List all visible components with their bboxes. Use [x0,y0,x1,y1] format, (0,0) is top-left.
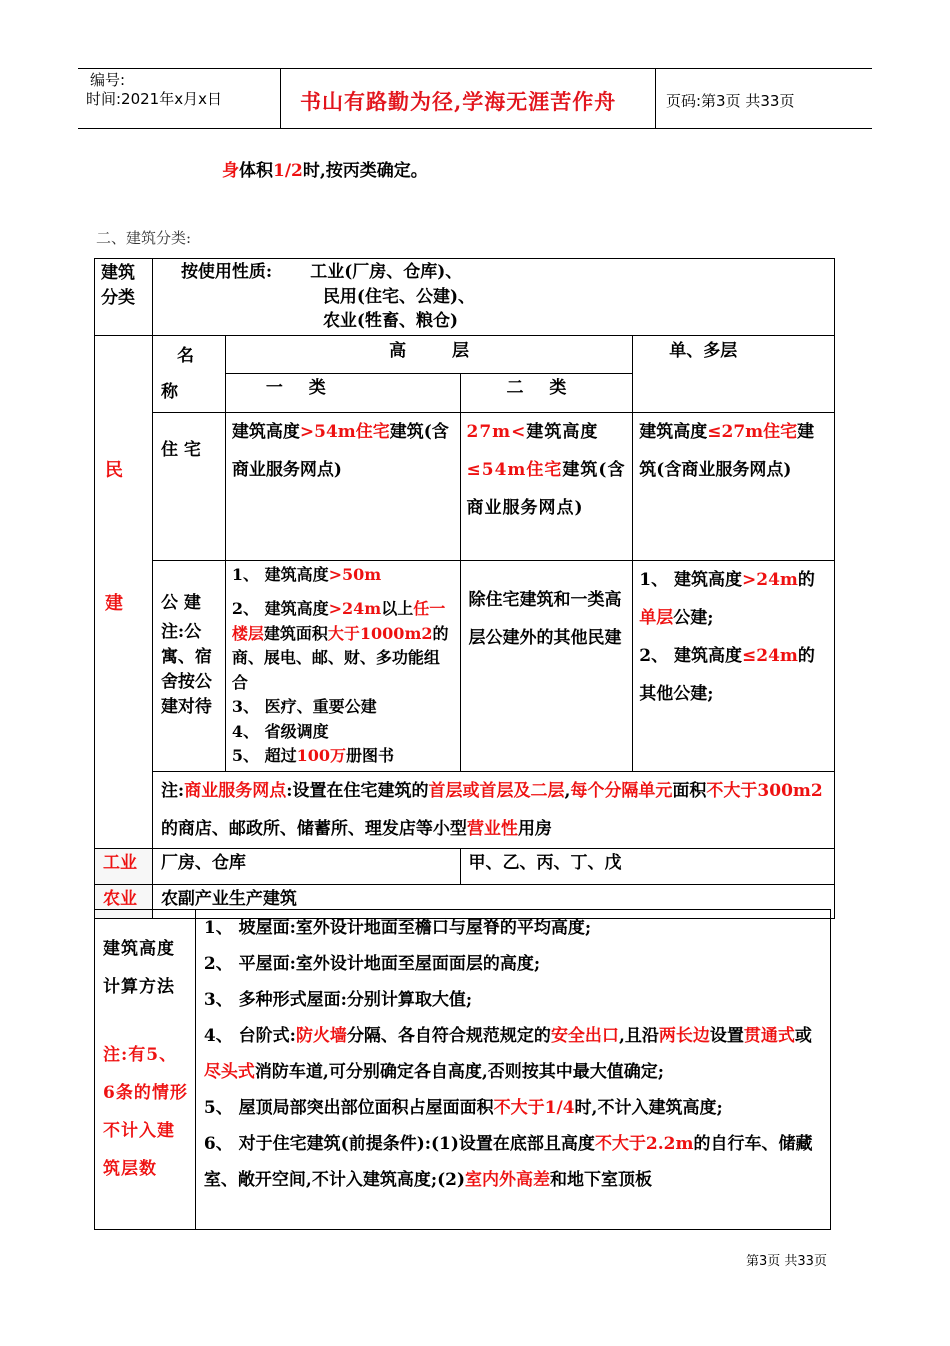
note-c: :设置在住宅建筑的 [286,780,429,801]
m6-c: 的自行车、储藏室、敞开空间,不计入建筑高度;(2) [203,1134,813,1190]
residential-label: 住 宅 [152,412,225,560]
section-title: 二、建筑分类: [96,229,192,247]
height-method-left [95,910,196,1230]
m4-j: 尽头式 [203,1062,255,1082]
industry-buildings: 厂房、仓库 [152,848,460,884]
m4-b: 防火墙 [295,1026,347,1046]
res-c2-c: ≤54m住宅 [466,459,563,480]
res-c3-b: ≤27m住宅 [707,421,798,442]
res-single-multi-cell [633,412,835,560]
res-c2-d: 建筑(含商业服务网点) [466,459,626,518]
pub-c1-i2f: 大于1000m2 [327,623,433,643]
pub-c1-i1a: 1、 建筑高度 [231,564,329,584]
m5-c: 时,不计入建筑高度; [574,1098,723,1118]
header-top-rule [78,68,872,69]
m4-d: 安全出口 [550,1026,619,1046]
name-bottom: 称 [160,381,178,402]
high-rise-header: 高 层 [225,335,632,374]
height-method-note: 注:有5、6条的情形不计入建筑层数 [103,1045,188,1179]
res-c3-a: 建筑高度 [639,421,708,442]
res-c1-c: 建筑(含商业服务网点) [231,421,449,480]
m4-a: 4、 台阶式: [203,1026,296,1046]
m4-k: 消防车道,可分别确定各自高度,否则按其中最大值确定; [254,1062,665,1082]
agri-buildings: 农副产业生产建筑 [152,884,834,918]
pub-c3-i1d: 单层 [639,607,674,628]
carry-text-1: 身 [222,161,239,181]
note-h: 不大于300m2 [706,780,823,801]
res-c1-b: >54m住宅 [299,421,390,442]
res-class1-cell [225,412,460,560]
carry-over-line [222,156,428,181]
pub-c1-i2a: 2、 建筑高度 [231,599,329,618]
industry-classes: 甲、乙、丙、丁、戊 [460,848,834,884]
res-c3-c: 建筑(含商业服务网点) [639,421,815,480]
note-f: 每个分隔单元 [570,780,673,801]
m6-a: 6、 对于住宅建筑(前提条件):(1)设置在底部且高度 [203,1134,595,1154]
m6-e: 和地下室顶板 [550,1170,653,1190]
pub-c1-i2b: >24m [328,599,382,618]
carry-text-4: 时,按丙类确定。 [302,161,428,181]
note-b: 商业服务网点 [184,780,287,801]
res-c1-a: 建筑高度 [231,421,300,442]
pub-c3-i2b: ≤24m [742,645,798,666]
m4-i: 或 [794,1026,812,1046]
method-item-4 [204,1018,824,1090]
res-c2-a: 27m< [466,421,527,442]
class2-header: 二 类 [460,374,633,413]
usage-nature-cell [152,259,834,336]
pub-c1-i3: 3、 医疗、重要公建 [231,697,377,716]
pub-class1-cell [225,560,460,771]
height-method-table [94,909,831,1230]
commercial-note-cell [152,771,834,848]
pub-c1-i2e: 建筑面积 [263,623,328,643]
usage-agri: 农业(牲畜、粮仓) [322,311,459,331]
pub-c1-i2d: 任一楼层 [231,599,446,643]
method-item-1: 1、 坡屋面:室外设计地面至檐口与屋脊的平均高度; [203,918,592,938]
pub-c3-i1b: >24m [742,569,798,590]
civil-label-cell [95,335,153,848]
res-class2-cell [460,412,633,560]
footer-page-number: 第3页 共33页 [746,1254,827,1269]
class1-header: 一 类 [225,374,460,413]
row-head-classification: 建筑分类 [95,259,153,336]
m5-a: 5、 屋顶局部突出部位面积占屋面面积 [203,1098,494,1118]
method-item-3: 3、 多种形式屋面:分别计算取大值; [203,990,473,1010]
m6-b: 不大于2.2m [594,1134,694,1154]
m6-d: 室内外高差 [465,1170,551,1190]
pub-c3-i2a: 2、 建筑高度 [639,645,743,666]
time-label: 时间:2021年x月x日 [86,90,222,108]
pub-single-multi-cell [633,560,835,771]
header-bottom-rule [78,128,872,129]
pub-c1-i2c: 以上 [381,599,414,618]
note-a: 注: [160,780,185,801]
pub-c1-i5c: 册图书 [346,746,395,765]
classification-table [94,258,835,919]
header-motto: 书山有路勤为径,学海无涯苦作舟 [300,89,617,114]
public-label: 公 建 [160,592,201,613]
m4-f: 两长边 [658,1026,710,1046]
note-e: , [564,780,571,801]
m4-e: ,且沿 [618,1026,659,1046]
method-item-2: 2、 平屋面:室外设计地面至屋面面层的高度; [203,954,541,974]
usage-industry: 工业(厂房、仓库)、 [310,262,463,282]
pub-c1-i2g: 的商、展电、邮、财、多功能组合 [231,623,449,692]
note-i: 的商店、邮政所、储蓄所、理发店等小型 [160,818,467,839]
res-c2-b: 建筑高度 [526,421,599,442]
m4-c: 分隔、各自符合规范规定的 [346,1026,551,1046]
pub-c3-i1e: 公建; [673,607,714,628]
public-label-cell [152,560,225,771]
carry-text-2: 体积 [239,161,273,181]
header-divider-2 [655,68,656,128]
height-method-items [195,910,830,1230]
note-j: 营业性 [466,818,518,839]
name-top: 名 [176,345,194,366]
pub-c3-i2c: 的其他公建; [639,645,815,704]
pub-c1-i5a: 5、 超过 [231,746,297,765]
header-divider-1 [280,68,281,128]
agri-label: 农业 [95,884,153,918]
public-note: 注:公寓、宿舍按公建对待 [160,621,212,717]
pub-c3-i1a: 1、 建筑高度 [639,569,743,590]
m4-g: 设置 [709,1026,744,1046]
note-k: 用房 [517,818,552,839]
pub-c1-i4: 4、 省级调度 [231,721,329,741]
pub-c1-i1b: >50m [328,564,382,584]
height-method-title: 建筑高度计算方法 [103,939,175,997]
carry-text-3: 1/2 [273,161,303,181]
serial-label: 编号: [90,71,126,89]
usage-nature-label: 按使用性质: [180,262,273,282]
note-d: 首层或首层及二层 [428,780,565,801]
pub-c3-i1c: 的 [797,569,815,590]
method-item-6 [204,1126,824,1198]
civil-label-jian: 建 [105,592,123,614]
header-page-label: 页码:第3页 共33页 [666,92,795,110]
name-header [152,335,225,412]
civil-label-min: 民 [105,459,123,481]
m5-b: 不大于1/4 [493,1098,575,1118]
pub-c1-i5b: 100万 [296,746,346,765]
industry-label: 工业 [95,848,153,884]
m4-h: 贯通式 [743,1026,795,1046]
pub-class2-cell: 除住宅建筑和一类高层公建外的其他民建 [460,560,633,771]
usage-civil: 民用(住宅、公建)、 [322,286,476,307]
single-multi-header: 单、多层 [633,335,835,412]
method-item-5 [204,1090,824,1126]
note-g: 面积 [672,780,707,801]
